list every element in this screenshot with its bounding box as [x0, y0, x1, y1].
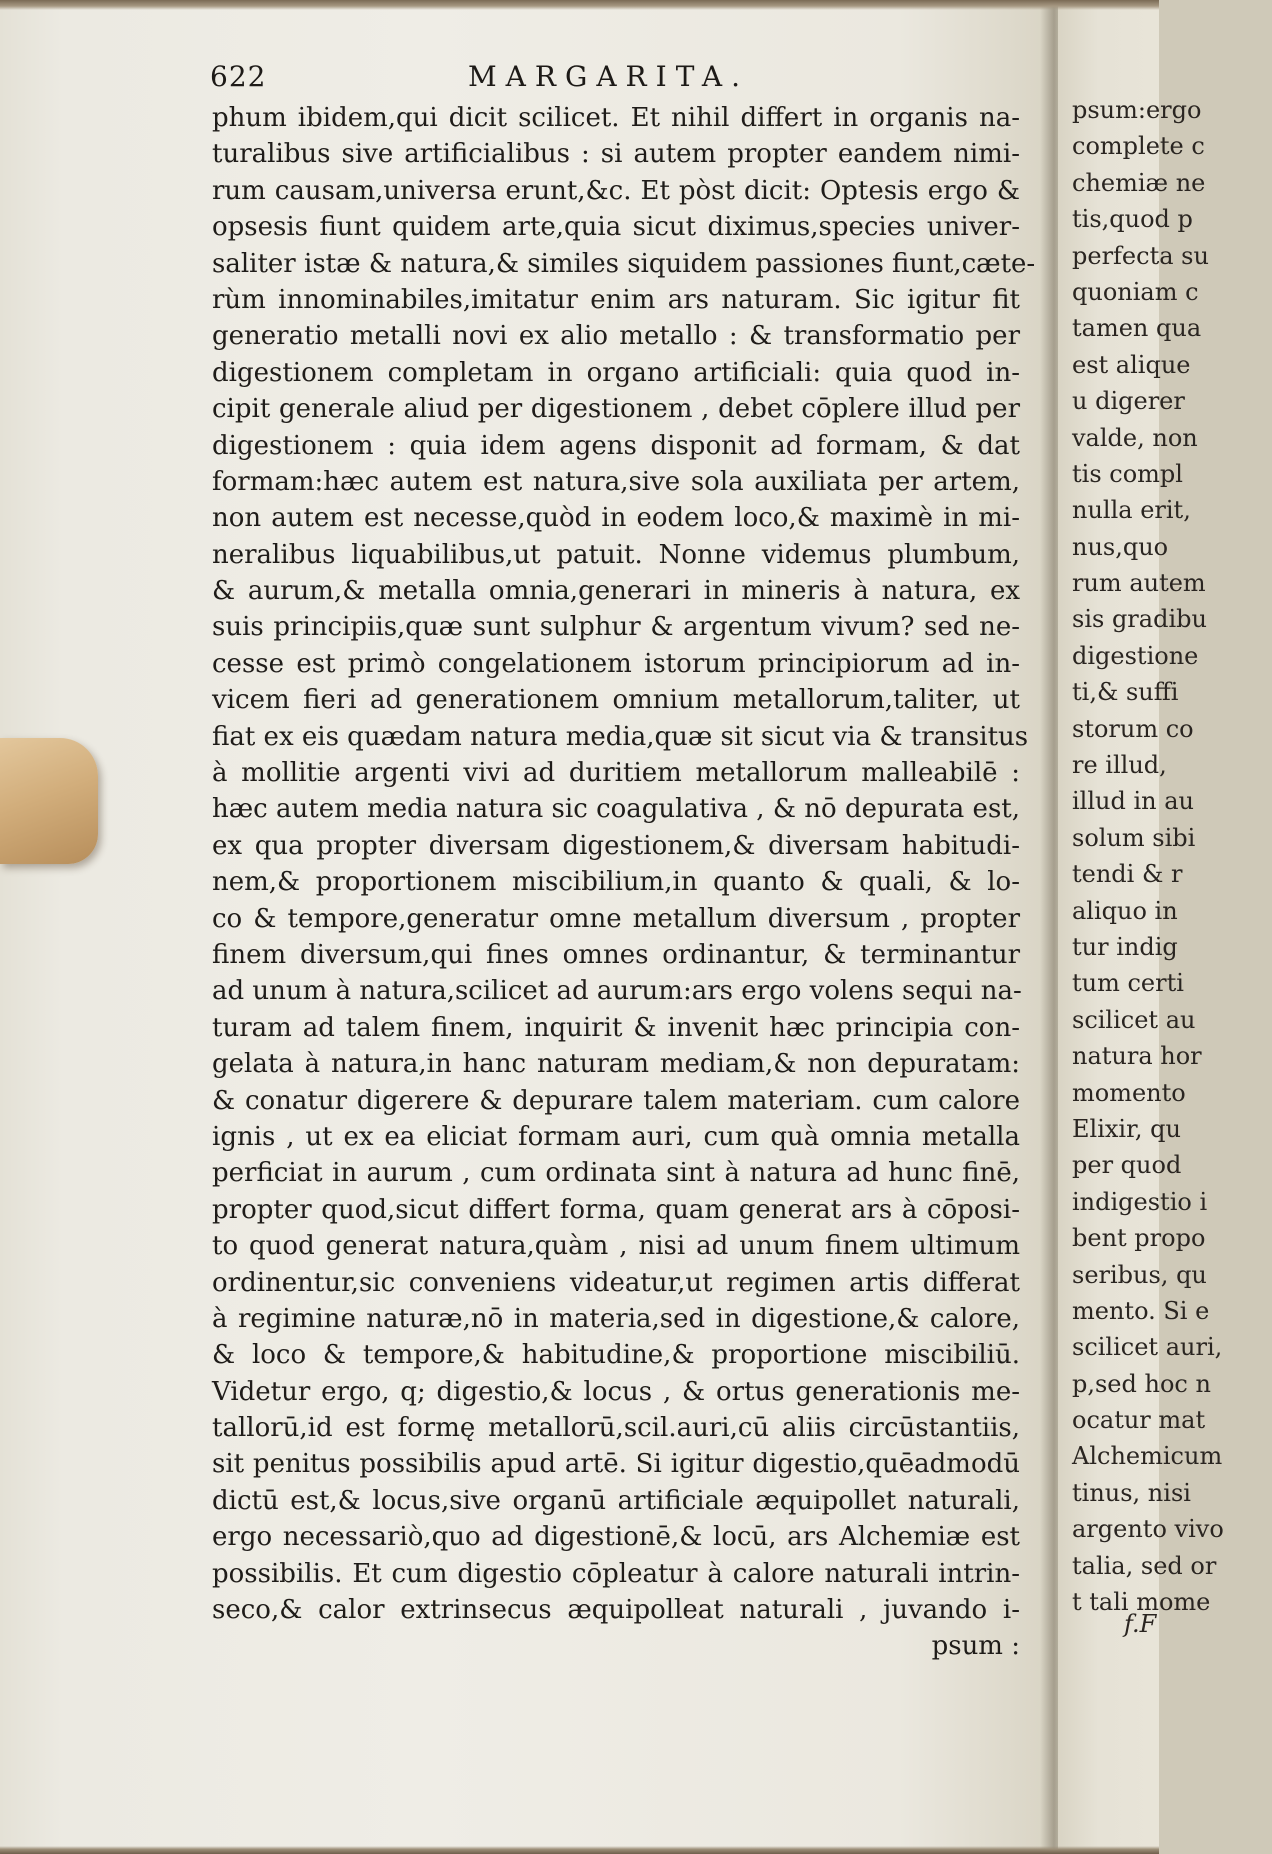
paper-tab — [0, 738, 98, 864]
text-line: dictū est,& locus,sive organū artificiale æquipollet naturali, — [212, 1485, 1020, 1516]
facing-text-fragment: complete c — [1072, 132, 1205, 161]
text-line: co & tempore,generatur omne metallum diversum , propter — [212, 903, 1020, 934]
facing-text-fragment: natura hor — [1072, 1042, 1202, 1071]
facing-text-fragment: est alique — [1072, 350, 1191, 379]
facing-text-fragment: aliquo in — [1072, 896, 1178, 925]
text-line: ignis , ut ex ea eliciat formam auri, cum quà omnia metalla — [212, 1121, 1020, 1152]
right-page — [1058, 0, 1224, 1854]
facing-text-fragment: tinus, nisi — [1072, 1478, 1191, 1507]
text-line: digestionem : quia idem agens disponit ad formam, & dat — [212, 430, 1020, 461]
text-line: fiat ex eis quædam natura media,quæ sit sicut via & transitus — [212, 721, 1029, 752]
facing-text-fragment: psum:ergo — [1072, 96, 1202, 124]
facing-text-fragment: rum autem — [1072, 569, 1206, 598]
text-line: seco,& calor extrinsecus æquipolleat naturali , juvando i- — [212, 1595, 1020, 1626]
text-line: possibilis. Et cum digestio cōpleatur à calore naturali intrin- — [212, 1558, 1020, 1589]
text-line: cipit generale aliud per digestionem , debet cōplere illud per — [212, 394, 1020, 425]
facing-text-fragment: tamen qua — [1072, 314, 1202, 343]
facing-text-fragment: nus,quo — [1072, 532, 1169, 561]
text-line: opsesis fiunt quidem arte,quia sicut diximus,species univer- — [212, 212, 1020, 243]
facing-text-fragment: ocatur mat — [1072, 1406, 1206, 1435]
facing-text-fragment: solum sibi — [1072, 823, 1196, 852]
facing-text-fragment: scilicet auri, — [1072, 1333, 1223, 1362]
text-line: nem,& proportionem miscibilium,in quanto & quali, & lo- — [212, 867, 1020, 898]
facing-text-fragment: seribus, qu — [1072, 1260, 1207, 1289]
text-line: formam:hæc autem est natura,sive sola auxiliata per artem, — [212, 466, 1020, 497]
text-line: à mollitie argenti vivi ad duritiem metallorum malleabilē : — [212, 758, 1020, 789]
facing-text-fragment: Elixir, qu — [1072, 1114, 1181, 1143]
text-line: turam ad talem finem, inquirit & invenit hæc principia con- — [212, 1012, 1020, 1043]
facing-text-fragment: sis gradibu — [1072, 605, 1207, 634]
text-line: non autem est necesse,quòd in eodem loco,& maximè in mi- — [212, 503, 1020, 534]
facing-text-fragment: argento vivo — [1072, 1515, 1224, 1544]
text-line: ergo necessariò,quo ad digestionē,& locū, ars Alchemiæ est — [212, 1522, 1020, 1553]
text-line: gelata à natura,in hanc naturam mediam,& non depuratam: — [212, 1049, 1020, 1080]
text-line: vicem fieri ad generationem omnium metallorum,taliter, ut — [212, 685, 1020, 716]
facing-text-fragment: tis compl — [1072, 459, 1183, 488]
facing-text-fragment: bent propo — [1072, 1224, 1206, 1253]
text-line: & loco & tempore,& habitudine,& proportione miscibiliū. — [212, 1340, 1020, 1371]
page-top-edge — [0, 0, 1159, 10]
facing-text-fragment: mento. Si e — [1072, 1296, 1210, 1325]
text-line: saliter istæ & natura,& similes siquidem passiones fiunt,cæte- — [212, 248, 1036, 279]
catchword: psum : — [931, 1631, 1020, 1662]
text-line: perficiat in aurum , cum ordinata sint à natura ad hunc finē, — [212, 1158, 1020, 1189]
facing-text-fragment: ti,& suffi — [1072, 678, 1179, 707]
running-head — [210, 60, 770, 96]
text-line: finem diversum,qui fines omnes ordinantur, & terminantur — [212, 939, 1020, 970]
running-title: MARGARITA. — [468, 60, 749, 93]
page-number: 622 — [210, 60, 267, 93]
text-line: hæc autem media natura sic coagulativa , & nō depurata est, — [212, 794, 1020, 825]
facing-text-fragment: valde, non — [1072, 423, 1198, 452]
text-line: à regimine naturæ,nō in materia,sed in digestione,& calore, — [212, 1303, 1020, 1334]
text-line: ad unum à natura,scilicet ad aurum:ars ergo volens sequi na- — [212, 976, 1022, 1007]
text-line: digestionem completam in organo artificiali: quia quod in- — [212, 357, 1020, 388]
facing-text-fragment: re illud, — [1072, 751, 1167, 780]
facing-text-fragment: talia, sed or — [1072, 1551, 1217, 1580]
main-text-block — [212, 100, 1036, 1665]
text-line: neralibus liquabilibus,ut patuit. Nonne videmus plumbum, — [212, 539, 1020, 570]
text-line: & aurum,& metalla omnia,generari in mineris à natura, ex — [212, 576, 1020, 607]
facing-text-fragment: per quod — [1072, 1151, 1182, 1180]
text-line: tallorū,id est formę metallorū,scil.auri,cū aliis circūstantiis, — [212, 1413, 1020, 1444]
facing-text-fragment: indigestio i — [1072, 1187, 1208, 1216]
text-line: ordinentur,sic conveniens videatur,ut regimen artis differat — [212, 1267, 1020, 1298]
facing-text-fragment: nulla erit, — [1072, 496, 1191, 525]
facing-text-fragment: u digerer — [1072, 387, 1185, 416]
facing-text-fragment: tis,quod p — [1072, 205, 1193, 234]
facing-text-fragment: illud in au — [1072, 787, 1195, 816]
text-line: generatio metalli novi ex alio metallo : & transformatio per — [212, 321, 1020, 352]
signature-mark: f.F — [1124, 1610, 1157, 1638]
facing-text-fragment: tendi & r — [1072, 860, 1183, 889]
facing-text-fragment: tum certi — [1072, 969, 1184, 998]
text-line: rum causam,universa erunt,&c. Et pòst dicit: Optesis ergo & — [212, 175, 1020, 206]
text-line: propter quod,sicut differt forma, quam generat ars à cōposi- — [212, 1194, 1020, 1225]
text-line: phum ibidem,qui dicit scilicet. Et nihil differt in organis na- — [212, 103, 1020, 133]
text-line: rùm innominabiles,imitatur enim ars naturam. Sic igitur fit — [212, 284, 1020, 315]
text-line: suis principiis,quæ sunt sulphur & argentum vivum? sed ne- — [212, 612, 1020, 643]
text-line: cesse est primò congelationem istorum principiorum ad in- — [212, 648, 1020, 679]
facing-text-fragment: t tali mome — [1072, 1588, 1211, 1617]
facing-text-fragment: tur indig — [1072, 932, 1178, 961]
text-line: & conatur digerere & depurare talem materiam. cum calore — [212, 1085, 1020, 1116]
facing-page-text — [1072, 92, 1272, 1620]
facing-text-fragment: digestione — [1072, 641, 1199, 670]
text-line: Videtur ergo, q; digestio,& locus , & ortus generationis me- — [212, 1376, 1020, 1407]
text-line: turalibus sive artificialibus : si autem propter eandem nimi- — [212, 139, 1020, 170]
facing-text-fragment: quoniam c — [1072, 277, 1199, 306]
text-line: sit penitus possibilis apud artē. Si igitur digestio,quēadmodū — [212, 1449, 1020, 1480]
facing-text-fragment: scilicet au — [1072, 1005, 1196, 1034]
facing-text-fragment: storum co — [1072, 714, 1194, 743]
facing-text-fragment: p,sed hoc n — [1072, 1369, 1211, 1398]
facing-text-fragment: momento — [1072, 1078, 1186, 1107]
facing-text-fragment: chemiæ ne — [1072, 168, 1206, 197]
text-line: ex qua propter diversam digestionem,& diversam habitudi- — [212, 830, 1020, 861]
facing-text-fragment: Alchemicum — [1072, 1442, 1223, 1471]
facing-text-fragment: perfecta su — [1072, 241, 1209, 270]
text-line: to quod generat natura,quàm , nisi ad unum finem ultimum — [212, 1231, 1020, 1262]
page-bottom-edge — [0, 1846, 1159, 1854]
